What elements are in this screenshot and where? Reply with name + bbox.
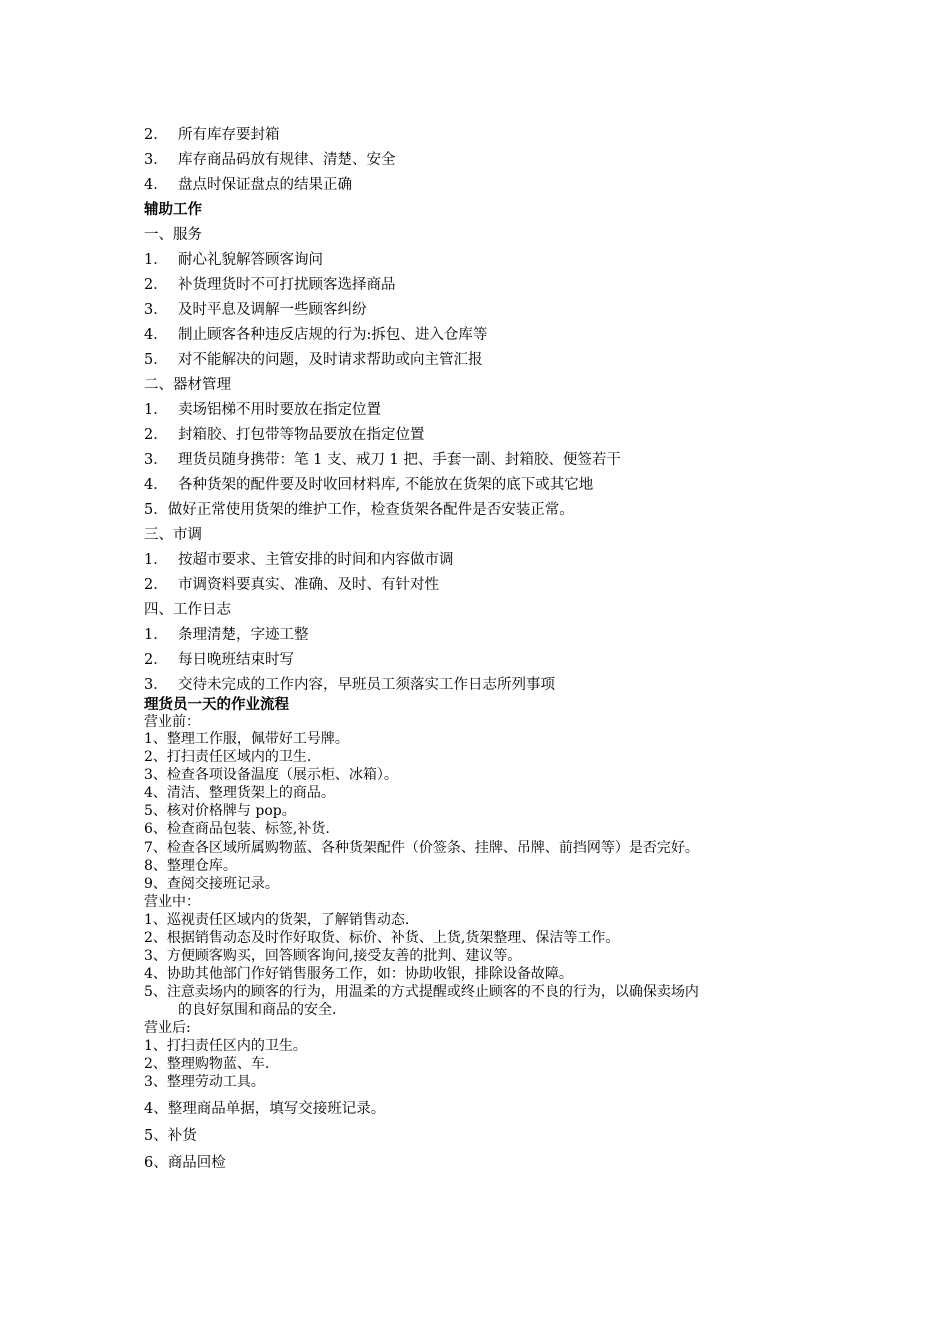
list-item: 8、整理仓库。	[144, 858, 237, 874]
phase-title-during: 营业中：	[144, 894, 200, 910]
list-item: 3、整理劳动工具。	[144, 1074, 265, 1090]
list-item	[144, 676, 555, 694]
section-heading-aux: 辅助工作	[144, 202, 202, 218]
list-item: 3、方便顾客购买，回答顾客询问,接受友善的批判、建议等。	[144, 948, 522, 964]
item-number: 2．	[144, 577, 168, 593]
list-item: 1、巡视责任区域内的货架，了解销售动态.	[144, 912, 410, 928]
item-number: 4．	[144, 327, 168, 343]
list-item	[144, 326, 487, 344]
list-item: 5、注意卖场内的顾客的行为，用温柔的方式提醒或终止顾客的不良的行为，以确保卖场内	[144, 984, 699, 1000]
item-number: 2．	[144, 427, 168, 443]
list-item: 2、打扫责任区域内的卫生.	[144, 749, 312, 765]
item-text: 条理清楚，字迹工整	[178, 627, 309, 643]
item-text: 市调资料要真实、准确、及时、有针对性	[178, 577, 439, 593]
list-item	[144, 426, 425, 444]
item-text: 所有库存要封箱	[178, 127, 280, 143]
item-text: 对不能解决的问题，及时请求帮助或向主管汇报	[178, 352, 483, 368]
item-number: 1．	[144, 252, 168, 268]
phase-title-before: 营业前：	[144, 714, 200, 730]
list-item: 4、协助其他部门作好销售服务工作，如：协助收银，排除设备故障。	[144, 966, 573, 982]
item-number: 1．	[144, 552, 168, 568]
list-item: 9、查阅交接班记录。	[144, 876, 279, 892]
list-item	[144, 276, 396, 294]
list-item: 1、整理工作服，佩带好工号牌。	[144, 731, 349, 747]
list-item	[144, 176, 352, 194]
phase-title-after: 营业后:	[144, 1020, 191, 1036]
item-text: 耐心礼貌解答顾客询问	[178, 252, 323, 268]
list-item: 1、打扫责任区内的卫生。	[144, 1038, 307, 1054]
section-heading-flow: 理货员一天的作业流程	[144, 697, 289, 713]
list-item: 7、检查各区域所属购物蓝、各种货架配件（价签条、挂牌、吊牌、前挡网等）是否完好。	[144, 840, 699, 856]
list-item	[144, 401, 381, 419]
item-number: 2．	[144, 277, 168, 293]
item-text: 库存商品码放有规律、清楚、安全	[178, 152, 396, 168]
item-text: 卖场铝梯不用时要放在指定位置	[178, 402, 381, 418]
list-item	[144, 651, 294, 669]
list-item: 6、商品回检	[144, 1155, 226, 1171]
item-text: 及时平息及调解一些顾客纠纷	[178, 302, 367, 318]
item-number: 1．	[144, 402, 168, 418]
list-item	[144, 451, 621, 469]
list-item	[144, 576, 439, 594]
item-number: 2．	[144, 127, 168, 143]
list-item	[144, 476, 593, 494]
subsection-title-log: 四、工作日志	[144, 602, 231, 618]
list-item: 5、核对价格牌与 pop。	[144, 803, 296, 819]
item-number: 3．	[144, 302, 168, 318]
item-text: 每日晚班结束时写	[178, 652, 294, 668]
item-number: 2．	[144, 652, 168, 668]
list-item	[144, 351, 483, 369]
list-item: 4、整理商品单据，填写交接班记录。	[144, 1101, 386, 1117]
item-number: 3．	[144, 452, 168, 468]
item-text: 补货理货时不可打扰顾客选择商品	[178, 277, 396, 293]
list-item	[144, 126, 280, 144]
item-number: 5．	[144, 352, 168, 368]
subsection-title-service: 一、服务	[144, 227, 202, 243]
item-text: 5．做好正常使用货架的维护工作，检查货架各配件是否安装正常。	[144, 502, 574, 518]
list-item: 2、整理购物蓝、车.	[144, 1056, 270, 1072]
subsection-title-market: 三、市调	[144, 527, 202, 543]
list-item	[144, 501, 574, 519]
list-item	[144, 551, 454, 569]
item-number: 3．	[144, 677, 168, 693]
list-item	[144, 251, 323, 269]
list-item: 6、检查商品包装、标签,补货.	[144, 821, 330, 837]
list-item	[144, 301, 367, 319]
item-text: 制止顾客各种违反店规的行为:拆包、进入仓库等	[178, 327, 488, 343]
subsection-title-equipment: 二、器材管理	[144, 377, 231, 393]
item-text: 按超市要求、主管安排的时间和内容做市调	[178, 552, 454, 568]
list-item: 3、检查各项设备温度（展示柜、冰箱）。	[144, 767, 398, 783]
list-item	[144, 626, 309, 644]
list-item-continuation: 的良好氛围和商品的安全.	[178, 1002, 337, 1018]
item-number: 4．	[144, 177, 168, 193]
item-number: 3．	[144, 152, 168, 168]
list-item: 5、补货	[144, 1128, 197, 1144]
item-text: 理货员随身携带：笔 1 支、戒刀 1 把、手套一副、封箱胶、便签若干	[178, 452, 621, 468]
list-item	[144, 151, 396, 169]
list-item: 4、清洁、整理货架上的商品。	[144, 785, 335, 801]
item-text: 盘点时保证盘点的结果正确	[178, 177, 352, 193]
item-text: 封箱胶、打包带等物品要放在指定位置	[178, 427, 425, 443]
list-item: 2、根据销售动态及时作好取货、标价、补货、上货,货架整理、保洁等工作。	[144, 930, 620, 946]
item-text: 交待未完成的工作内容，早班员工须落实工作日志所列事项	[178, 677, 555, 693]
item-text: 各种货架的配件要及时收回材料库, 不能放在货架的底下或其它地	[178, 477, 594, 493]
item-number: 1．	[144, 627, 168, 643]
item-number: 4．	[144, 477, 168, 493]
